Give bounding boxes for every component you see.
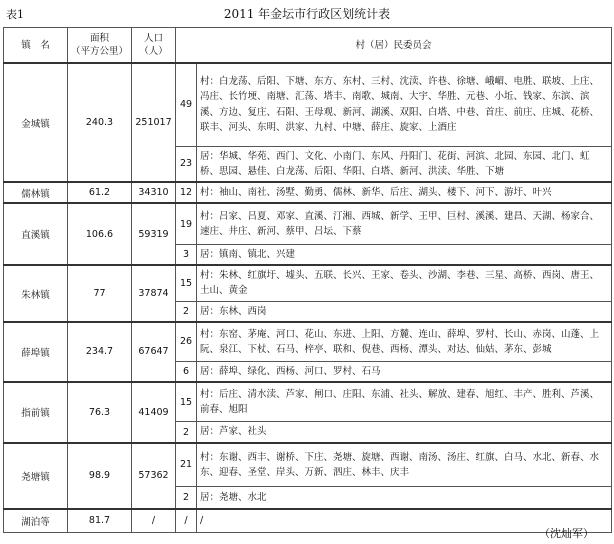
area-value: 61.2 bbox=[68, 182, 132, 203]
table-row bbox=[4, 382, 612, 422]
committee-count: 21 bbox=[176, 443, 197, 487]
committee-list: 居：镇南、镇北、兴建 bbox=[197, 244, 612, 265]
table-header-row bbox=[4, 28, 612, 64]
area-value: 98.9 bbox=[68, 443, 132, 509]
town-name: 儒林镇 bbox=[4, 182, 68, 203]
town-name: 湖泊等 bbox=[4, 509, 68, 533]
committee-count: 2 bbox=[176, 301, 197, 322]
population-value: 251017 bbox=[132, 63, 176, 182]
committee-count: 15 bbox=[176, 382, 197, 422]
committee-count: 12 bbox=[176, 182, 197, 203]
committee-list: 居：薛埠、绿化、西杨、河口、罗村、石马 bbox=[197, 361, 612, 382]
committee-count: 19 bbox=[176, 203, 197, 244]
table-row bbox=[4, 203, 612, 244]
col-population bbox=[132, 28, 176, 64]
table-row bbox=[4, 443, 612, 487]
committee-count: 15 bbox=[176, 265, 197, 301]
area-value: 76.3 bbox=[68, 382, 132, 443]
town-name: 朱林镇 bbox=[4, 265, 68, 322]
committee-count: / bbox=[176, 509, 197, 533]
committee-count: 23 bbox=[176, 146, 197, 182]
committee-list: 居：尧塘、水北 bbox=[197, 487, 612, 509]
area-value: 81.7 bbox=[68, 509, 132, 533]
header bbox=[0, 0, 614, 26]
table-row bbox=[4, 182, 612, 203]
area-value: 77 bbox=[68, 265, 132, 322]
table-row bbox=[4, 322, 612, 361]
town-name: 指前镇 bbox=[4, 382, 68, 443]
table-row bbox=[4, 63, 612, 146]
town-name: 尧塘镇 bbox=[4, 443, 68, 509]
population-value: / bbox=[132, 509, 176, 533]
table-label: 表1 bbox=[6, 8, 24, 21]
committee-list: 村：白龙荡、后阳、下塘、东方、东村、三村、沈渎、许巷、徐塘、峨嵋、电胜、联坡、上庄、冯庄、长竹埂、南塘、汇荡、塔丰、南歌、城南、大宇、华胜、元巷、小坵、钱家、东滨、滨溪、方边、复庄、石阳、王母观、新河、湖溪、双阳、白塔、中巷、首庄、前庄、庄城、花桥、联丰、河头、东明、洪家、九村、中塘、薛庄、旋家、上酒庄 bbox=[197, 63, 612, 146]
table-row bbox=[4, 265, 612, 301]
area-value: 240.3 bbox=[68, 63, 132, 182]
committee-list: 村：吕家、吕夏、邓家、直溪、汀湘、西城、新学、王甲、巨村、溪溪、建昌、天湖、杨家合、速庄、井庄、新河、蔡甲、吕坛、下蔡 bbox=[197, 203, 612, 244]
col-town: 镇 名 bbox=[4, 28, 68, 64]
town-name: 金城镇 bbox=[4, 63, 68, 182]
col-area bbox=[68, 28, 132, 64]
committee-list: 村：东谢、西丰、谢桥、下庄、尧塘、旋塘、西谢、南汤、汤庄、红旗、白马、水北、新春、水东、迎春、圣堂、岸头、万新、泗庄、林丰、庆丰 bbox=[197, 443, 612, 487]
table-row bbox=[4, 509, 612, 533]
table-body bbox=[4, 63, 612, 533]
col-population-label: 人口 （人） bbox=[139, 33, 168, 57]
population-value: 37874 bbox=[132, 265, 176, 322]
town-name: 薛埠镇 bbox=[4, 322, 68, 382]
col-committees: 村（居）民委员会 bbox=[176, 28, 612, 64]
committee-list: / bbox=[197, 509, 612, 533]
col-area-label: 面积 （平方公里） bbox=[71, 33, 129, 57]
committee-count: 6 bbox=[176, 361, 197, 382]
district-table bbox=[3, 27, 612, 533]
population-value: 57362 bbox=[132, 443, 176, 509]
population-value: 59319 bbox=[132, 203, 176, 265]
committee-list: 居：东林、西岗 bbox=[197, 301, 612, 322]
population-value: 34310 bbox=[132, 182, 176, 203]
committee-list: 村：后庄、清水渎、芦家、闸口、庄阳、东浦、社头、解放、建春、旭红、丰产、胜利、芦溪、前春、旭阳 bbox=[197, 382, 612, 422]
committee-list: 村：袖山、南社、汤墅、勤勇、儒林、新华、后庄、湖头、楼下、河下、游圩、叶兴 bbox=[197, 182, 612, 203]
area-value: 106.6 bbox=[68, 203, 132, 265]
area-value: 234.7 bbox=[68, 322, 132, 382]
committee-list: 村：朱林、红旗圩、墟头、五联、长兴、王家、卷头、沙湖、李巷、三星、高桥、西岗、唐王、土山、黄金 bbox=[197, 265, 612, 301]
town-name: 直溪镇 bbox=[4, 203, 68, 265]
committee-count: 26 bbox=[176, 322, 197, 361]
committee-count: 2 bbox=[176, 422, 197, 443]
author-credit: （沈灿军） bbox=[539, 527, 594, 540]
committee-count: 3 bbox=[176, 244, 197, 265]
committee-count: 49 bbox=[176, 63, 197, 146]
committee-count: 2 bbox=[176, 487, 197, 509]
committee-list: 村：东窑、茅庵、河口、花山、东进、上阳、方麓、连山、薛埠、罗村、长山、赤岗、山蓬、上阮、泉江、下杖、石马、梓亭、联和、倪巷、西杨、潭头、对达、仙姑、茅东、彭城 bbox=[197, 322, 612, 361]
committee-list: 居：芦家、社头 bbox=[197, 422, 612, 443]
committee-list: 居：华城、华苑、西门、文化、小南门、东风、丹阳门、花街、河滨、北园、东园、北门、虹桥、思园、悬佳、白龙荡、后阳、华阳、白塔、新河、洪渎、华胜、下塘 bbox=[197, 146, 612, 182]
page-title: 2011 年金坛市行政区划统计表 bbox=[223, 7, 391, 21]
population-value: 67647 bbox=[132, 322, 176, 382]
population-value: 41409 bbox=[132, 382, 176, 443]
